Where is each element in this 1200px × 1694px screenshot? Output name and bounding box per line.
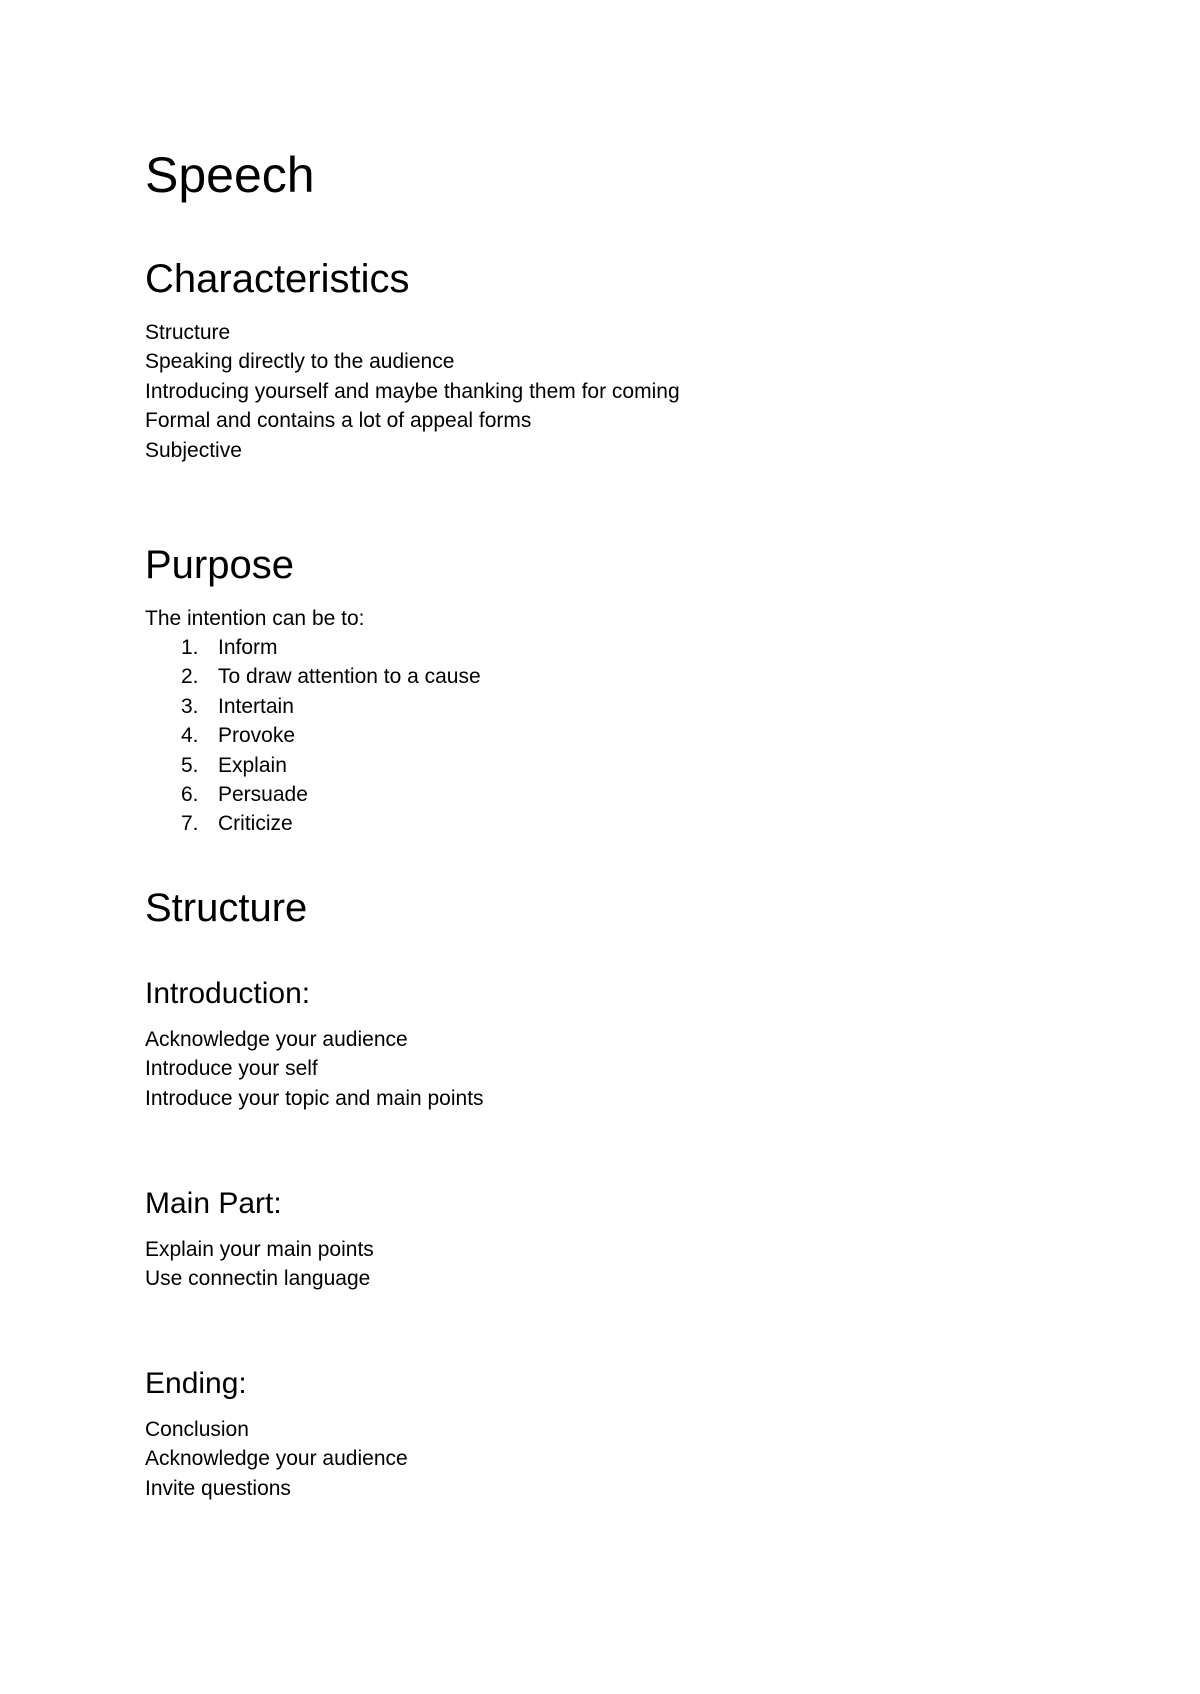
list-text: Inform [218,636,278,659]
purpose-intro: The intention can be to: [145,607,365,630]
list-item [145,662,481,691]
list-number: 7. [181,812,199,836]
introduction-list [145,1025,484,1113]
list-item [145,809,481,838]
list-item: Formal and contains a lot of appeal forms [145,409,532,433]
purpose-list [145,633,481,839]
list-number: 3. [181,694,199,718]
list-item [145,780,481,809]
list-item: Structure [145,321,231,344]
list-item: Introducing yourself and maybe thanking them for coming [145,379,680,403]
list-text: Provoke [218,724,296,748]
list-number: 2. [181,665,199,689]
main-part-list [145,1235,374,1294]
ending-list [145,1415,408,1503]
list-item: Introduce your topic and main points [145,1086,484,1110]
list-text: Criticize [218,812,293,836]
list-text: To draw attention to a cause [218,665,481,689]
heading-characteristics: Characteristics [145,257,410,301]
subheading-ending: Ending: [145,1367,247,1400]
list-item [145,633,481,662]
list-item: Conclusion [145,1418,249,1441]
list-number: 6. [181,783,199,807]
subheading-introduction: Introduction: [145,977,311,1010]
heading-purpose: Purpose [145,543,294,587]
list-item: Use connectin language [145,1267,371,1291]
list-item: Acknowledge your audience [145,1028,408,1051]
characteristics-list [145,318,680,465]
list-item: Explain your main points [145,1238,374,1261]
subheading-main-part: Main Part: [145,1187,282,1220]
list-text: Persuade [218,783,308,807]
list-text: Intertain [218,694,294,718]
list-item: Invite questions [145,1476,291,1500]
list-item [145,751,481,780]
list-item: Introduce your self [145,1057,318,1081]
heading-structure: Structure [145,886,308,930]
list-number: 4. [181,724,199,748]
document-title: Speech [145,147,315,203]
list-item: Subjective [145,438,242,462]
list-item: Acknowledge your audience [145,1447,408,1471]
list-item [145,721,481,750]
list-number: 5. [181,753,199,777]
list-item: Speaking directly to the audience [145,350,455,374]
list-text: Explain [218,753,287,777]
list-item [145,692,481,721]
list-number: 1. [181,636,199,659]
